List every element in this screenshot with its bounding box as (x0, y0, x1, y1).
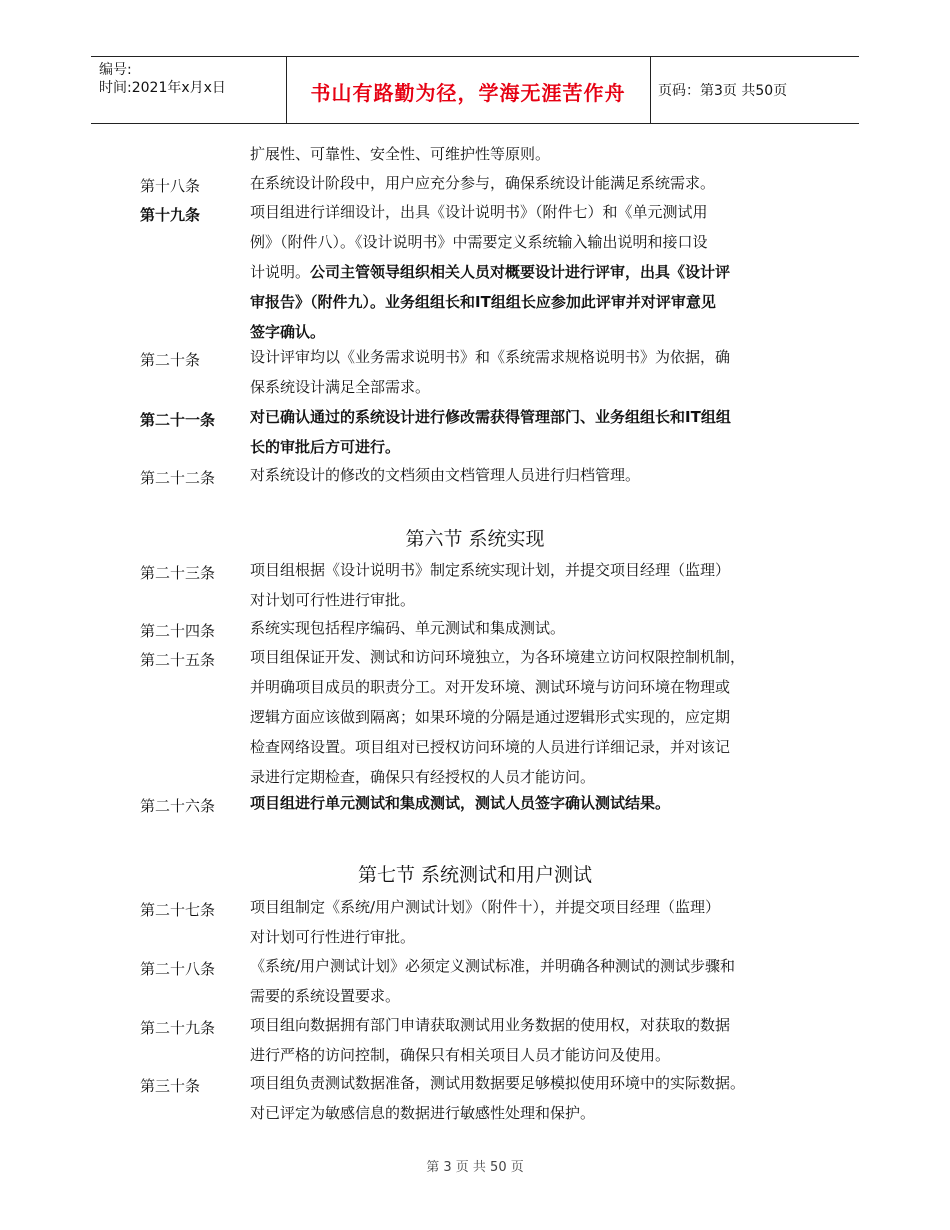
intro-paragraph (250, 139, 818, 169)
paragraph-line: 《系统/用户测试计划》必须定义测试标准，并明确各种测试的测试步骤和 (250, 957, 736, 975)
article-18-text (250, 168, 818, 198)
paragraph-line: 项目组保证开发、测试和访问环境独立，为各环境建立访问权限控制机制， (250, 648, 746, 666)
header-meta-cell (91, 57, 287, 123)
article-18-number: 第十八条 (140, 177, 201, 195)
paragraph-line: 签字确认。 (250, 323, 326, 341)
section-title: 第六节 系统实现 (405, 528, 545, 550)
article-25-number: 第二十五条 (140, 651, 216, 669)
document-number-label: 编号: (99, 62, 132, 78)
line-bold-part: 公司主管领导组织相关人员对概要设计进行评审，出具《设计评 (310, 263, 731, 281)
paragraph-line: 项目组根据《设计说明书》制定系统实现计划，并提交项目经理（监理） (250, 561, 731, 579)
article-29-number: 第二十九条 (140, 1019, 216, 1037)
article-20-number: 第二十条 (140, 351, 201, 369)
article-25-text (250, 642, 818, 792)
paragraph-line: 设计评审均以《业务需求说明书》和《系统需求规格说明书》为依据，确 (250, 348, 731, 366)
page-header (91, 56, 859, 124)
article-20-text (250, 342, 818, 402)
paragraph-line: 进行严格的访问控制，确保只有相关项目人员才能访问及使用。 (250, 1046, 671, 1064)
paragraph-line: 系统实现包括程序编码、单元测试和集成测试。 (250, 619, 566, 637)
paragraph-line: 扩展性、可靠性、安全性、可维护性等原则。 (250, 145, 551, 163)
paragraph-line: 对计划可行性进行审批。 (250, 928, 416, 946)
article-23-number: 第二十三条 (140, 564, 216, 582)
article-26-text (250, 788, 818, 818)
article-19-number: 第十九条 (140, 206, 201, 224)
header-motto: 书山有路勤为径，学海无涯苦作舟 (310, 81, 626, 105)
paragraph-line: 项目组向数据拥有部门申请获取测试用业务数据的使用权，对获取的数据 (250, 1016, 731, 1034)
article-24-number: 第二十四条 (140, 622, 216, 640)
article-21-number: 第二十一条 (140, 411, 216, 429)
article-27-number: 第二十七条 (140, 901, 216, 919)
article-30-text (250, 1068, 818, 1128)
header-page-cell (650, 57, 859, 123)
paragraph-line: 保系统设计满足全部需求。 (250, 378, 431, 396)
section-title: 第七节 系统测试和用户测试 (357, 864, 593, 886)
paragraph-line (250, 257, 818, 287)
paragraph-line: 对计划可行性进行审批。 (250, 591, 416, 609)
paragraph-line: 逻辑方面应该做到隔离；如果环境的分隔是通过逻辑形式实现的，应定期 (250, 708, 731, 726)
paragraph-line: 对已确认通过的系统设计进行修改需获得管理部门、业务组组长和IT组组 (250, 408, 731, 426)
paragraph-line: 例》（附件八）。《设计说明书》中需要定义系统输入输出说明和接口设 (250, 233, 708, 251)
paragraph-line: 并明确项目成员的职责分工。对开发环境、测试环境与访问环境在物理或 (250, 678, 731, 696)
article-27-text (250, 892, 818, 952)
article-23-text (250, 555, 818, 615)
article-30-number: 第三十条 (140, 1077, 201, 1095)
article-28-text (250, 951, 818, 1011)
document-time-label: 时间:2021年x月x日 (99, 80, 226, 96)
page-footer: 第 3 页 共 50 页 (426, 1160, 524, 1175)
article-24-text (250, 613, 818, 643)
article-29-text (250, 1010, 818, 1070)
paragraph-line: 录进行定期检查，确保只有经授权的人员才能访问。 (250, 768, 596, 786)
paragraph-line: 项目组进行详细设计，出具《设计说明书》（附件七）和《单元测试用 (250, 203, 708, 221)
article-22-text (250, 460, 818, 490)
article-19-text (250, 197, 818, 347)
article-21-text (250, 402, 818, 462)
article-22-number: 第二十二条 (140, 469, 216, 487)
article-28-number: 第二十八条 (140, 960, 216, 978)
paragraph-line: 在系统设计阶段中，用户应充分参与，确保系统设计能满足系统需求。 (250, 174, 716, 192)
paragraph-line: 需要的系统设置要求。 (250, 987, 401, 1005)
paragraph-line: 项目组进行单元测试和集成测试，测试人员签字确认测试结果。 (250, 794, 671, 812)
header-page-info: 页码：第3页 共50页 (658, 83, 788, 99)
article-26-number: 第二十六条 (140, 797, 216, 815)
paragraph-line: 项目组制定《系统/用户测试计划》（附件十），并提交项目经理（监理） (250, 898, 721, 916)
paragraph-line: 检查网络设置。项目组对已授权访问环境的人员进行详细记录，并对该记 (250, 738, 731, 756)
paragraph-line: 审报告》（附件九）。业务组组长和IT组组长应参加此评审并对评审意见 (250, 293, 716, 311)
paragraph-line: 对系统设计的修改的文档须由文档管理人员进行归档管理。 (250, 466, 641, 484)
line-normal-part: 计说明。 (250, 263, 311, 281)
paragraph-line: 项目组负责测试数据准备，测试用数据要足够模拟使用环境中的实际数据。 (250, 1074, 746, 1092)
paragraph-line: 对已评定为敏感信息的数据进行敏感性处理和保护。 (250, 1104, 596, 1122)
header-motto-cell (286, 57, 651, 123)
paragraph-line: 长的审批后方可进行。 (250, 438, 401, 456)
